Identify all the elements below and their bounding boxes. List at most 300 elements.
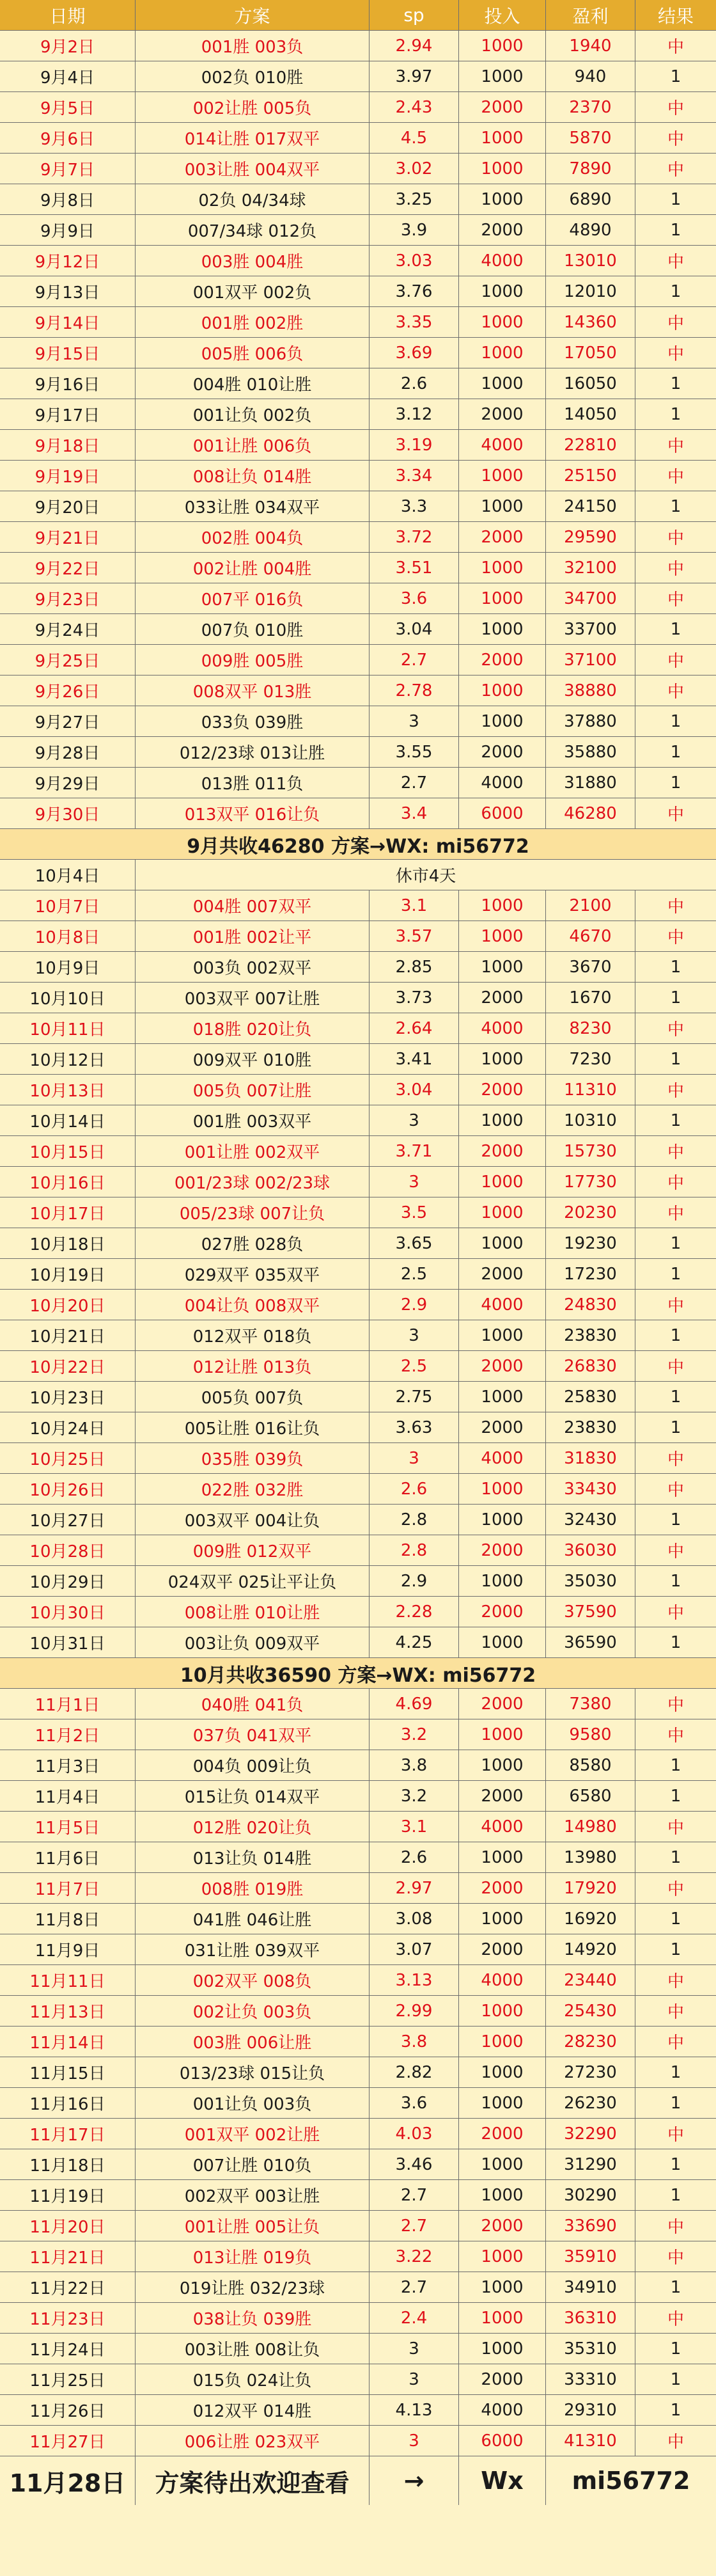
row-result: 中 bbox=[667, 897, 684, 917]
row-profit: 6580 bbox=[546, 1781, 635, 1811]
row-profit: 29310 bbox=[546, 2395, 635, 2425]
row-plan: 002让胜 005负 bbox=[136, 92, 370, 122]
row-profit: 13010 bbox=[546, 246, 635, 276]
row-stake: 1000 bbox=[459, 154, 546, 184]
row-result: 1 bbox=[670, 220, 681, 240]
row-stake: 1000 bbox=[459, 2334, 546, 2364]
row-sp: 3 bbox=[370, 2334, 459, 2364]
row-date: 10月29日 bbox=[0, 1566, 136, 1596]
row-result: 中 bbox=[667, 652, 684, 671]
table-row bbox=[0, 890, 716, 921]
row-result: 中 bbox=[667, 1542, 684, 1561]
row-plan: 004让负 008双平 bbox=[136, 1290, 370, 1320]
row-profit: 30290 bbox=[546, 2180, 635, 2210]
row-date: 10月21日 bbox=[0, 1320, 136, 1350]
row-date: 9月16日 bbox=[0, 368, 136, 399]
row-plan: 002让胜 004胜 bbox=[136, 553, 370, 583]
row-plan: 008双平 013胜 bbox=[136, 676, 370, 706]
row-result: 中 bbox=[667, 529, 684, 548]
row-profit: 6890 bbox=[546, 184, 635, 214]
row-sp: 3.51 bbox=[370, 553, 459, 583]
row-result: 中 bbox=[667, 38, 684, 57]
row-stake: 1000 bbox=[459, 2180, 546, 2210]
row-date: 9月27日 bbox=[0, 706, 136, 736]
row-sp: 2.78 bbox=[370, 676, 459, 706]
header-profit: 盈利 bbox=[546, 0, 635, 30]
row-profit: 16050 bbox=[546, 368, 635, 399]
row-sp: 2.7 bbox=[370, 2272, 459, 2302]
table-row bbox=[0, 154, 716, 184]
row-profit: 25830 bbox=[546, 1382, 635, 1412]
row-profit: 13980 bbox=[546, 1842, 635, 1872]
row-profit: 17230 bbox=[546, 1259, 635, 1289]
row-plan: 001双平 002让胜 bbox=[136, 2119, 370, 2149]
table-row bbox=[0, 1842, 716, 1873]
row-plan: 001胜 002胜 bbox=[136, 307, 370, 337]
arrow-icon: → bbox=[370, 2456, 459, 2505]
row-stake: 4000 bbox=[459, 1443, 546, 1473]
row-stake: 2000 bbox=[459, 92, 546, 122]
table-row bbox=[0, 921, 716, 952]
row-stake: 2000 bbox=[459, 1136, 546, 1166]
row-stake: 1000 bbox=[459, 614, 546, 644]
row-profit: 35880 bbox=[546, 737, 635, 767]
row-plan: 002负 010胜 bbox=[136, 61, 370, 91]
row-plan: 003让负 009双平 bbox=[136, 1627, 370, 1657]
row-result: 1 bbox=[670, 374, 681, 393]
header-sp: sp bbox=[370, 0, 459, 30]
row-result: 中 bbox=[667, 161, 684, 180]
month-summary-text: 9月共收46280 方案→WX: mi56772 bbox=[187, 835, 529, 858]
table-row bbox=[0, 2180, 716, 2211]
row-profit: 17050 bbox=[546, 338, 635, 368]
row-stake: 1000 bbox=[459, 1320, 546, 1350]
row-plan: 033负 039胜 bbox=[136, 706, 370, 736]
row-plan: 013让负 014胜 bbox=[136, 1842, 370, 1872]
table-row bbox=[0, 1627, 716, 1658]
row-sp: 3.12 bbox=[370, 399, 459, 429]
row-date: 9月4日 bbox=[0, 61, 136, 91]
row-profit: 8580 bbox=[546, 1750, 635, 1780]
row-sp: 3.07 bbox=[370, 1934, 459, 1964]
row-result: 中 bbox=[667, 1450, 684, 1469]
row-profit: 7230 bbox=[546, 1044, 635, 1074]
row-profit: 33690 bbox=[546, 2211, 635, 2241]
table-row bbox=[0, 1382, 716, 1412]
row-profit: 2100 bbox=[546, 890, 635, 921]
row-stake: 1000 bbox=[459, 2272, 546, 2302]
row-result: 中 bbox=[667, 1205, 684, 1224]
row-plan: 013/23球 015让负 bbox=[136, 2057, 370, 2087]
row-plan: 013让胜 019负 bbox=[136, 2241, 370, 2272]
row-date: 10月9日 bbox=[0, 952, 136, 982]
row-stake: 1000 bbox=[459, 184, 546, 214]
table-row bbox=[0, 430, 716, 461]
row-result: 1 bbox=[670, 1387, 681, 1407]
row-stake: 1000 bbox=[459, 952, 546, 982]
footer-text: 方案待出欢迎查看 bbox=[136, 2456, 370, 2505]
table-row bbox=[0, 2241, 716, 2272]
row-result: 1 bbox=[670, 988, 681, 1007]
row-profit: 25150 bbox=[546, 461, 635, 491]
row-sp: 3.25 bbox=[370, 184, 459, 214]
row-date: 11月21日 bbox=[0, 2241, 136, 2272]
row-date: 11月1日 bbox=[0, 1689, 136, 1719]
row-sp: 3.46 bbox=[370, 2149, 459, 2179]
row-profit: 10310 bbox=[546, 1105, 635, 1135]
table-row bbox=[0, 2272, 716, 2303]
row-date: 11月4日 bbox=[0, 1781, 136, 1811]
row-date: 9月12日 bbox=[0, 246, 136, 276]
row-plan: 002胜 004负 bbox=[136, 522, 370, 552]
table-row bbox=[0, 61, 716, 92]
row-result: 1 bbox=[670, 1510, 681, 1529]
row-date: 10月26日 bbox=[0, 1474, 136, 1504]
row-stake: 6000 bbox=[459, 2426, 546, 2456]
row-sp: 3.03 bbox=[370, 246, 459, 276]
row-sp: 3.6 bbox=[370, 583, 459, 613]
row-sp: 3.35 bbox=[370, 307, 459, 337]
row-stake: 2000 bbox=[459, 1873, 546, 1903]
row-result: 1 bbox=[670, 1940, 681, 1959]
row-sp: 3 bbox=[370, 1105, 459, 1135]
row-sp: 2.9 bbox=[370, 1290, 459, 1320]
row-profit: 31290 bbox=[546, 2149, 635, 2179]
row-plan: 009胜 012双平 bbox=[136, 1535, 370, 1565]
month-summary-row bbox=[0, 1658, 716, 1689]
table-row bbox=[0, 1566, 716, 1597]
row-result: 1 bbox=[670, 1049, 681, 1069]
row-plan: 009胜 005胜 bbox=[136, 645, 370, 675]
row-plan: 001胜 002让平 bbox=[136, 921, 370, 951]
row-result: 1 bbox=[670, 711, 681, 731]
row-date: 10月4日 bbox=[0, 860, 136, 890]
row-date: 9月2日 bbox=[0, 31, 136, 61]
row-date: 10月22日 bbox=[0, 1351, 136, 1381]
row-stake: 4000 bbox=[459, 1290, 546, 1320]
row-result: 1 bbox=[670, 1909, 681, 1929]
table-row bbox=[0, 2088, 716, 2119]
row-stake: 2000 bbox=[459, 1934, 546, 1964]
row-plan: 018胜 020让负 bbox=[136, 1013, 370, 1043]
row-stake: 2000 bbox=[459, 1535, 546, 1565]
row-sp: 2.97 bbox=[370, 1873, 459, 1903]
row-profit: 23830 bbox=[546, 1412, 635, 1442]
row-stake: 1000 bbox=[459, 1750, 546, 1780]
row-plan: 024双平 025让平让负 bbox=[136, 1566, 370, 1596]
row-sp: 3 bbox=[370, 1167, 459, 1197]
row-plan: 012/23球 013让胜 bbox=[136, 737, 370, 767]
row-date: 11月3日 bbox=[0, 1750, 136, 1780]
table-row bbox=[0, 1197, 716, 1228]
row-profit: 16920 bbox=[546, 1904, 635, 1934]
table-row bbox=[0, 1873, 716, 1904]
row-date: 11月14日 bbox=[0, 2027, 136, 2057]
row-stake: 1000 bbox=[459, 1719, 546, 1750]
row-sp: 2.6 bbox=[370, 1842, 459, 1872]
row-plan: 029双平 035双平 bbox=[136, 1259, 370, 1289]
table-row bbox=[0, 522, 716, 553]
row-sp: 2.7 bbox=[370, 2180, 459, 2210]
header-stake: 投入 bbox=[459, 0, 546, 30]
row-plan: 001让胜 005让负 bbox=[136, 2211, 370, 2241]
table-row bbox=[0, 491, 716, 522]
row-plan: 001让胜 006负 bbox=[136, 430, 370, 460]
row-result: 1 bbox=[670, 2062, 681, 2082]
row-date: 9月18日 bbox=[0, 430, 136, 460]
table-row bbox=[0, 1228, 716, 1259]
row-date: 9月13日 bbox=[0, 276, 136, 306]
row-date: 11月11日 bbox=[0, 1965, 136, 1995]
row-profit: 4670 bbox=[546, 921, 635, 951]
row-profit: 37590 bbox=[546, 1597, 635, 1627]
row-profit: 32290 bbox=[546, 2119, 635, 2149]
row-sp: 3.55 bbox=[370, 737, 459, 767]
row-stake: 1000 bbox=[459, 706, 546, 736]
row-stake: 1000 bbox=[459, 890, 546, 921]
row-date: 9月14日 bbox=[0, 307, 136, 337]
row-result: 1 bbox=[670, 1847, 681, 1867]
table-row bbox=[0, 2211, 716, 2241]
row-stake: 1000 bbox=[459, 1627, 546, 1657]
row-plan: 005让胜 016让负 bbox=[136, 1412, 370, 1442]
row-sp: 2.94 bbox=[370, 31, 459, 61]
row-sp: 4.13 bbox=[370, 2395, 459, 2425]
table-row bbox=[0, 1474, 716, 1505]
row-plan: 001/23球 002/23球 bbox=[136, 1167, 370, 1197]
table-row bbox=[0, 307, 716, 338]
row-profit: 2370 bbox=[546, 92, 635, 122]
row-plan: 031让胜 039双平 bbox=[136, 1934, 370, 1964]
row-profit: 24830 bbox=[546, 1290, 635, 1320]
row-plan: 005负 007负 bbox=[136, 1382, 370, 1412]
row-result: 1 bbox=[670, 189, 681, 209]
row-result: 1 bbox=[670, 957, 681, 977]
table-row bbox=[0, 2395, 716, 2426]
table-row bbox=[0, 1812, 716, 1842]
table-row bbox=[0, 1965, 716, 1996]
row-plan: 005胜 006负 bbox=[136, 338, 370, 368]
row-result: 1 bbox=[670, 1418, 681, 1437]
row-plan: 014让胜 017双平 bbox=[136, 123, 370, 153]
row-result: 1 bbox=[670, 1110, 681, 1130]
row-profit: 41310 bbox=[546, 2426, 635, 2456]
row-plan: 003让胜 004双平 bbox=[136, 154, 370, 184]
row-profit: 1670 bbox=[546, 983, 635, 1013]
row-date: 9月20日 bbox=[0, 491, 136, 521]
row-stake: 1000 bbox=[459, 2057, 546, 2087]
row-sp: 2.8 bbox=[370, 1535, 459, 1565]
row-profit: 940 bbox=[546, 61, 635, 91]
row-sp: 3.34 bbox=[370, 461, 459, 491]
row-plan: 013双平 016让负 bbox=[136, 798, 370, 828]
table-row bbox=[0, 2303, 716, 2334]
row-sp: 2.7 bbox=[370, 2211, 459, 2241]
row-profit: 11310 bbox=[546, 1075, 635, 1105]
row-result: 1 bbox=[670, 2093, 681, 2113]
row-stake: 1000 bbox=[459, 583, 546, 613]
row-sp: 2.43 bbox=[370, 92, 459, 122]
row-sp: 3.97 bbox=[370, 61, 459, 91]
row-plan: 004胜 010让胜 bbox=[136, 368, 370, 399]
row-profit: 37100 bbox=[546, 645, 635, 675]
month-summary-text: 10月共收36590 方案→WX: mi56772 bbox=[180, 1664, 536, 1687]
row-result: 中 bbox=[667, 1972, 684, 1991]
row-stake: 2000 bbox=[459, 1412, 546, 1442]
row-stake: 2000 bbox=[459, 2119, 546, 2149]
row-result: 1 bbox=[670, 1325, 681, 1345]
row-date: 9月5日 bbox=[0, 92, 136, 122]
row-result: 1 bbox=[670, 1755, 681, 1775]
row-date: 11月26日 bbox=[0, 2395, 136, 2425]
row-profit: 23830 bbox=[546, 1320, 635, 1350]
table-row bbox=[0, 1934, 716, 1965]
row-result: 中 bbox=[667, 314, 684, 333]
row-stake: 1000 bbox=[459, 1505, 546, 1535]
row-sp: 3.2 bbox=[370, 1781, 459, 1811]
row-stake: 1000 bbox=[459, 61, 546, 91]
table-row bbox=[0, 1013, 716, 1044]
row-sp: 3.1 bbox=[370, 890, 459, 921]
row-stake: 1000 bbox=[459, 1842, 546, 1872]
footer-row bbox=[0, 2456, 716, 2505]
row-sp: 3.72 bbox=[370, 522, 459, 552]
row-profit: 1940 bbox=[546, 31, 635, 61]
row-sp: 3.73 bbox=[370, 983, 459, 1013]
row-plan: 003负 002双平 bbox=[136, 952, 370, 982]
row-result: 中 bbox=[667, 928, 684, 947]
row-plan: 041胜 046让胜 bbox=[136, 1904, 370, 1934]
row-sp: 2.82 bbox=[370, 2057, 459, 2087]
row-profit: 15730 bbox=[546, 1136, 635, 1166]
table-row bbox=[0, 461, 716, 491]
row-date: 10月19日 bbox=[0, 1259, 136, 1289]
table-row bbox=[0, 1719, 716, 1750]
row-plan: 004负 009让负 bbox=[136, 1750, 370, 1780]
row-plan: 015负 024让负 bbox=[136, 2364, 370, 2394]
table-row bbox=[0, 368, 716, 399]
row-result: 1 bbox=[670, 281, 681, 301]
row-result: 1 bbox=[670, 742, 681, 762]
row-profit: 35310 bbox=[546, 2334, 635, 2364]
row-stake: 2000 bbox=[459, 399, 546, 429]
row-result: 中 bbox=[667, 2218, 684, 2237]
row-result: 1 bbox=[670, 2154, 681, 2174]
row-stake: 4000 bbox=[459, 2395, 546, 2425]
row-sp: 3 bbox=[370, 706, 459, 736]
row-sp: 2.5 bbox=[370, 1351, 459, 1381]
row-result: 中 bbox=[667, 1020, 684, 1039]
row-plan: 022胜 032胜 bbox=[136, 1474, 370, 1504]
row-date: 9月26日 bbox=[0, 676, 136, 706]
row-profit: 7380 bbox=[546, 1689, 635, 1719]
table-row bbox=[0, 399, 716, 430]
row-result: 中 bbox=[667, 2034, 684, 2053]
row-result: 中 bbox=[667, 1880, 684, 1899]
row-stake: 1000 bbox=[459, 2303, 546, 2333]
row-result: 1 bbox=[670, 1632, 681, 1652]
row-date: 10月27日 bbox=[0, 1505, 136, 1535]
row-result: 1 bbox=[670, 2339, 681, 2359]
table-row bbox=[0, 1505, 716, 1535]
row-result: 中 bbox=[667, 2248, 684, 2268]
row-plan: 001双平 002负 bbox=[136, 276, 370, 306]
row-plan: 001让负 002负 bbox=[136, 399, 370, 429]
row-stake: 2000 bbox=[459, 645, 546, 675]
row-date: 11月20日 bbox=[0, 2211, 136, 2241]
row-result: 中 bbox=[667, 2003, 684, 2022]
row-date: 11月19日 bbox=[0, 2180, 136, 2210]
table-row bbox=[0, 614, 716, 645]
row-date: 9月25日 bbox=[0, 645, 136, 675]
row-plan: 003双平 004让负 bbox=[136, 1505, 370, 1535]
row-date: 11月23日 bbox=[0, 2303, 136, 2333]
table-row bbox=[0, 1167, 716, 1197]
table-row bbox=[0, 1904, 716, 1934]
row-sp: 3.2 bbox=[370, 1719, 459, 1750]
row-date: 10月8日 bbox=[0, 921, 136, 951]
row-plan: 007负 010胜 bbox=[136, 614, 370, 644]
row-stake: 2000 bbox=[459, 2364, 546, 2394]
row-sp: 4.25 bbox=[370, 1627, 459, 1657]
row-sp: 4.03 bbox=[370, 2119, 459, 2149]
row-result: 1 bbox=[670, 496, 681, 516]
row-profit: 32100 bbox=[546, 553, 635, 583]
table-row bbox=[0, 676, 716, 706]
row-profit: 36310 bbox=[546, 2303, 635, 2333]
row-result: 中 bbox=[667, 2126, 684, 2145]
row-date: 10月18日 bbox=[0, 1228, 136, 1258]
row-stake: 1000 bbox=[459, 2241, 546, 2272]
table-row bbox=[0, 798, 716, 829]
row-stake: 4000 bbox=[459, 1013, 546, 1043]
row-result: 中 bbox=[667, 1727, 684, 1746]
row-sp: 3.57 bbox=[370, 921, 459, 951]
row-stake: 2000 bbox=[459, 522, 546, 552]
row-plan: 019让胜 032/23球 bbox=[136, 2272, 370, 2302]
table-row bbox=[0, 737, 716, 768]
market-closed-note: 休市4天 bbox=[395, 867, 456, 886]
row-date: 9月7日 bbox=[0, 154, 136, 184]
row-profit: 14360 bbox=[546, 307, 635, 337]
table-header bbox=[0, 0, 716, 31]
row-plan: 033让胜 034双平 bbox=[136, 491, 370, 521]
row-result: 1 bbox=[670, 2400, 681, 2420]
row-stake: 2000 bbox=[459, 1597, 546, 1627]
row-plan: 038让负 039胜 bbox=[136, 2303, 370, 2333]
row-profit: 34910 bbox=[546, 2272, 635, 2302]
row-date: 10月11日 bbox=[0, 1013, 136, 1043]
table-row bbox=[0, 1996, 716, 2027]
table-row bbox=[0, 2364, 716, 2395]
row-sp: 3.9 bbox=[370, 215, 459, 245]
table-row bbox=[0, 553, 716, 583]
row-date: 9月8日 bbox=[0, 184, 136, 214]
row-sp: 3.41 bbox=[370, 1044, 459, 1074]
row-sp: 3.76 bbox=[370, 276, 459, 306]
row-date: 11月25日 bbox=[0, 2364, 136, 2394]
table-row bbox=[0, 768, 716, 798]
row-date: 10月24日 bbox=[0, 1412, 136, 1442]
row-profit: 35030 bbox=[546, 1566, 635, 1596]
row-plan: 005负 007让胜 bbox=[136, 1075, 370, 1105]
table-row bbox=[0, 1443, 716, 1474]
row-stake: 2000 bbox=[459, 1689, 546, 1719]
row-sp: 2.8 bbox=[370, 1505, 459, 1535]
row-sp: 2.85 bbox=[370, 952, 459, 982]
row-result: 中 bbox=[667, 2433, 684, 2452]
row-stake: 1000 bbox=[459, 921, 546, 951]
